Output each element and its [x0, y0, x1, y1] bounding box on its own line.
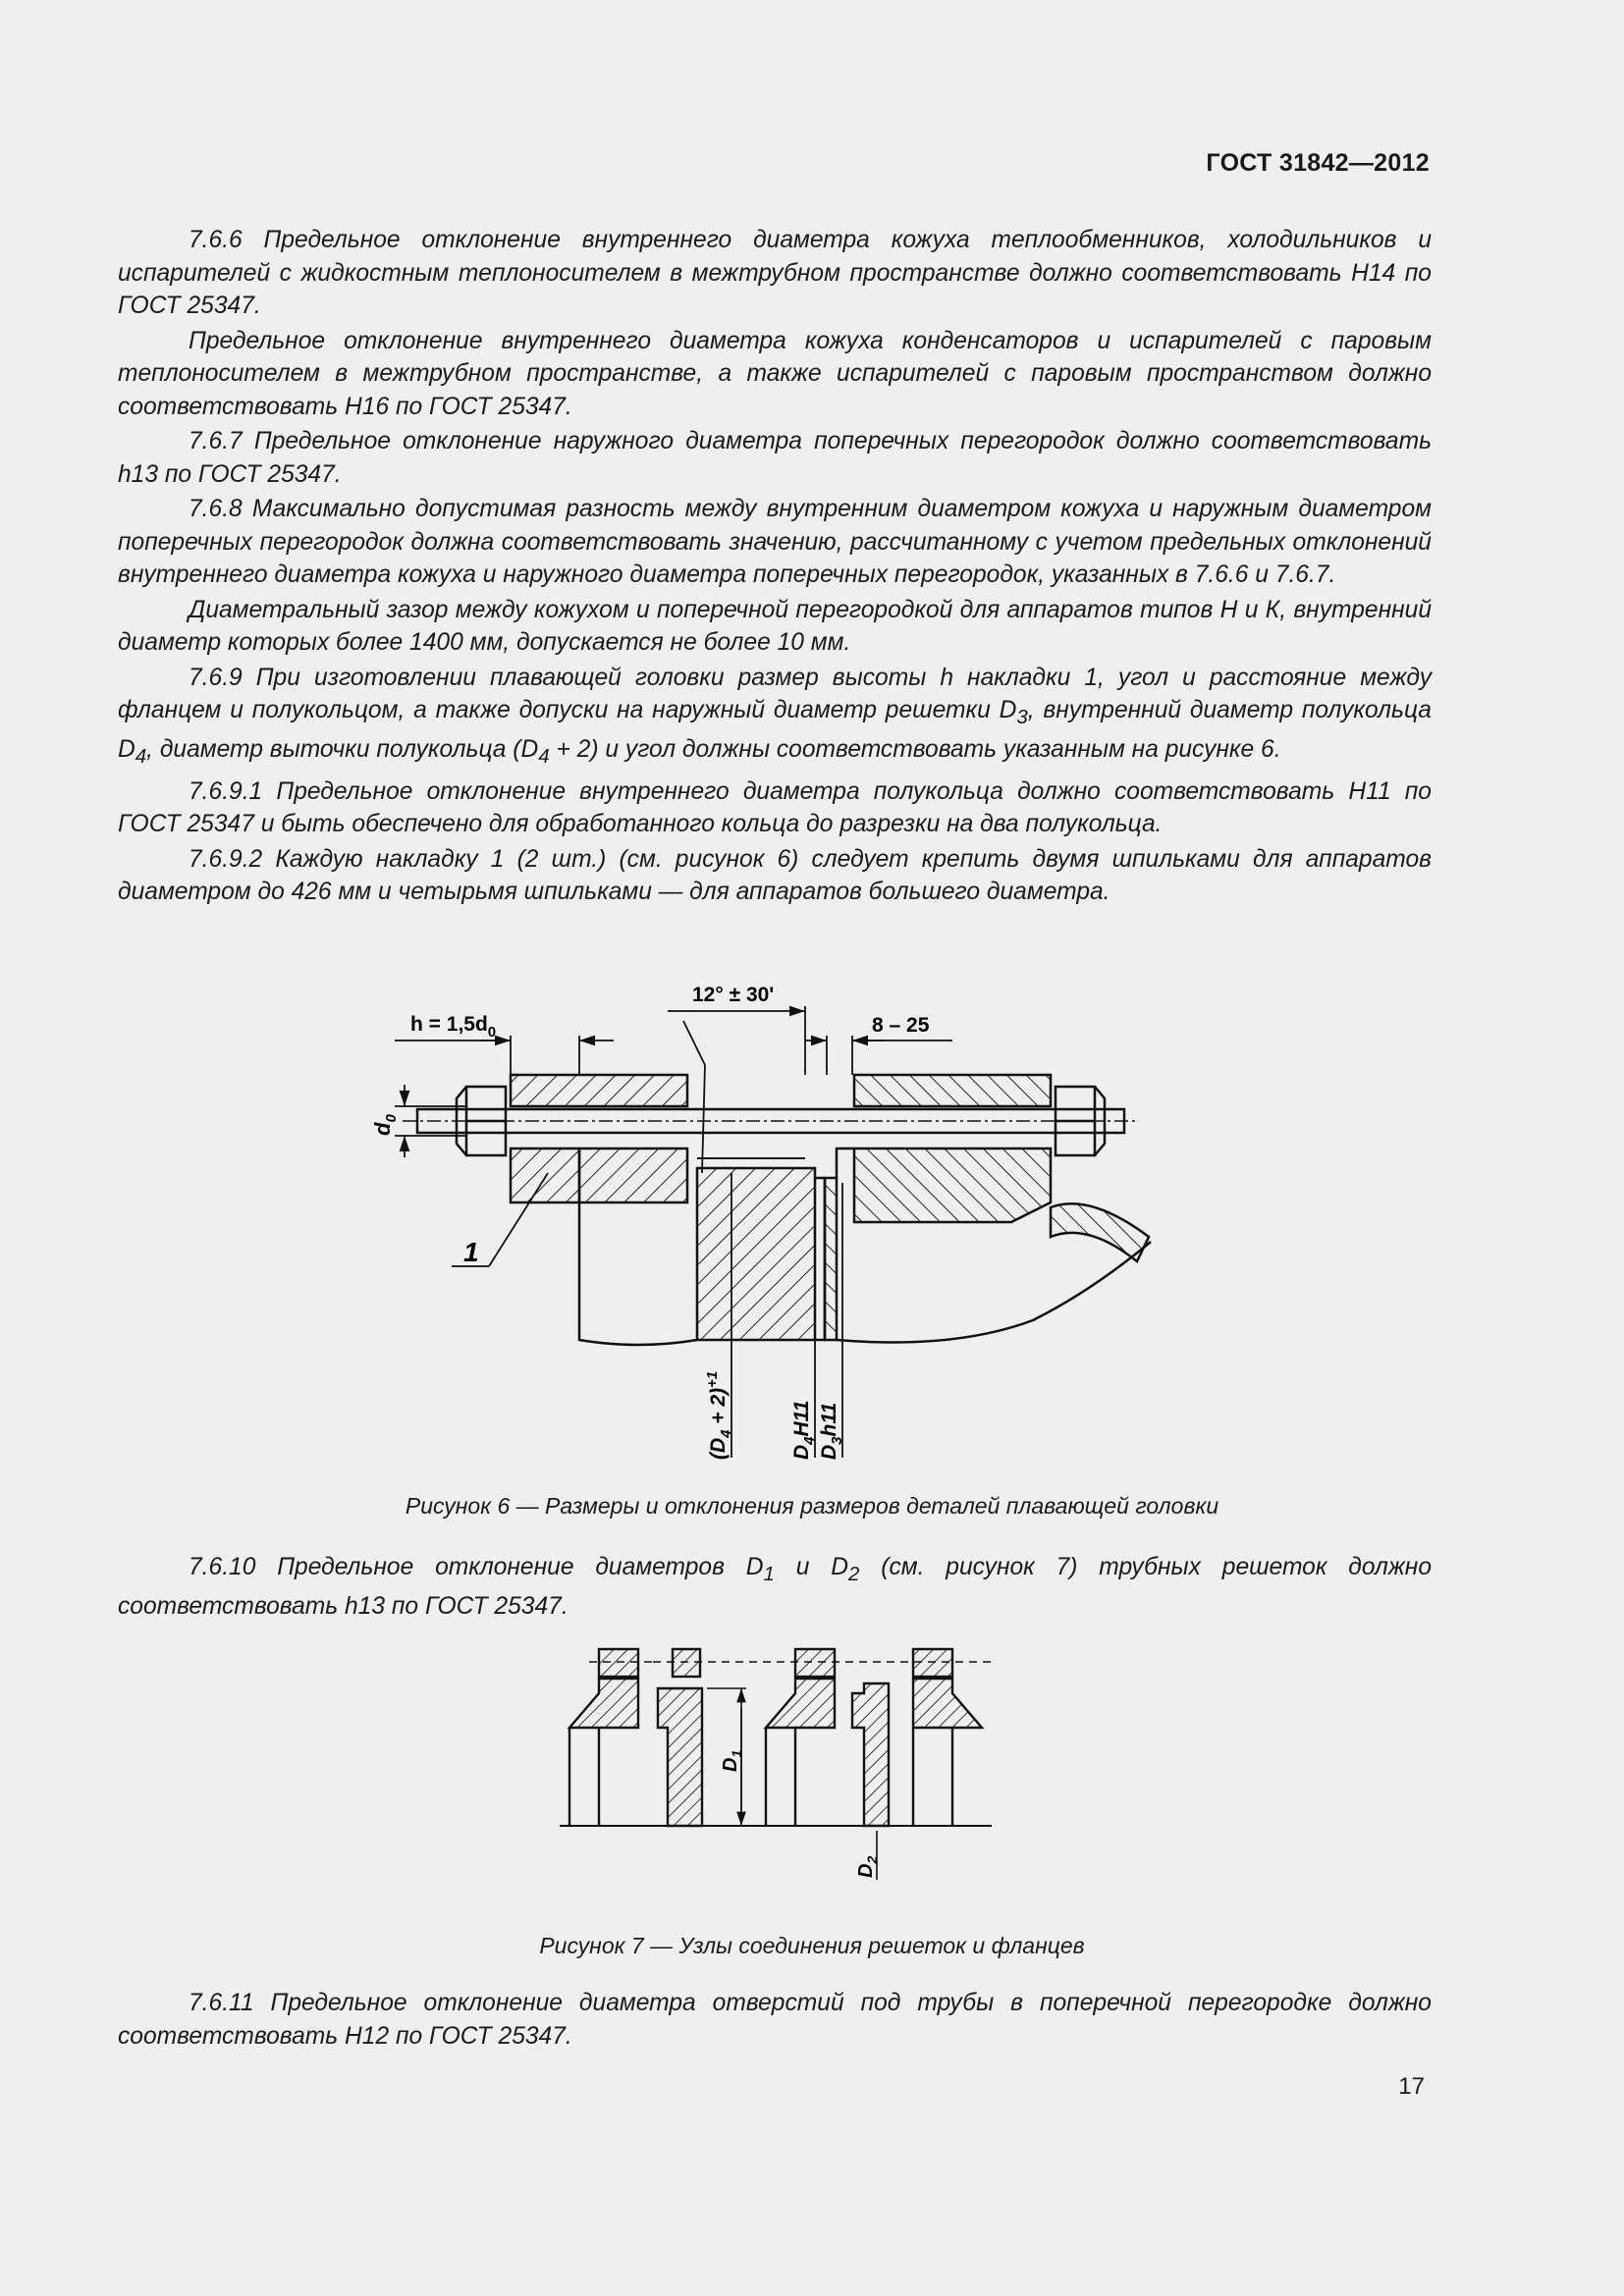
paragraph-7-6-8-b: Диаметральный зазор между кожухом и поперечной перегородкой для аппаратов типов Н и К, внутренний диаметр которых более 1400 мм, допускается не более 10 мм. [118, 596, 1432, 656]
figure-7-caption: Рисунок 7 — Узлы соединения решеток и фланцев [539, 1933, 1085, 1958]
figure-6-caption: Рисунок 6 — Размеры и отклонения размеров деталей плавающей головки [405, 1493, 1219, 1519]
dim-d4-h11-label: $D_4H11$ [790, 1400, 818, 1460]
angle-label: 12° ± 30' [692, 984, 775, 1006]
document-header: ГОСТ 31842—2012 [1206, 149, 1430, 177]
paragraph-7-6-8: 7.6.8 Максимально допустимая разность между внутренним диаметром кожуха и наружным диаметром поперечных перегородок должна соответствовать значению, рассчитанному с учетом предельных отклонений внутреннего диаметра кожуха и наружного диаметра поперечных перегородок, указанных в 7.6.6 и 7.6.7. [118, 496, 1432, 588]
d1-dimension-label: $D_1$ [720, 1749, 744, 1772]
figure-6-drawing [370, 967, 1139, 1468]
paragraph-7-6-7: 7.6.7 Предельное отклонение наружного диаметра поперечных перегородок должно соответствовать h13 по ГОСТ 25347. [118, 428, 1432, 488]
text-block-3 [118, 1987, 1432, 2053]
dim-d4-plus-2-label: $(D_4 + 2)^{+1}$ [704, 1370, 734, 1460]
paragraph-7-6-11: 7.6.11 Предельное отклонение диаметра отверстий под трубы в поперечной перегородке должно соответствовать H12 по ГОСТ 25347. [118, 1990, 1432, 2050]
paragraph-7-6-9: 7.6.9 При изготовлении плавающей головки размер высоты h накладки 1, угол и расстояние между фланцем и полукольцом, а также допуски на наружный диаметр решетки $D_3$, внутренний диаметр полукольца $D_4$, диаметр выточки полукольца $(D_4 + 2)$ и угол должны соответствовать указанным на рисунке 6. [118, 664, 1432, 769]
item-1-label: 1 [463, 1237, 479, 1267]
d2-dimension-label: $D_2$ [855, 1855, 880, 1878]
paragraph-7-6-6-b: Предельное отклонение внутреннего диаметра кожуха конденсаторов и испарителей с паровым теплоносителем в межтрубном пространстве, а также испарителей с паровым пространством должно соответствовать H16 по ГОСТ 25347. [118, 327, 1432, 420]
paragraph-7-6-9-2: 7.6.9.2 Каждую накладку 1 (2 шт.) (см. рисунок 6) следует крепить двумя шпильками для аппаратов диаметром до 426 мм и четырьмя шпильками — для аппаратов большего диаметра. [118, 845, 1432, 906]
h-dimension-label: $h = 1,5d_0$ [410, 1013, 497, 1041]
page-number: 17 [1398, 2073, 1425, 2100]
text-block-1 [118, 224, 1432, 909]
text-block-2 [118, 1551, 1432, 1624]
figure-7-drawing [545, 1634, 997, 1904]
gap-label: 8 – 25 [872, 1014, 930, 1037]
paragraph-7-6-10: 7.6.10 Предельное отклонение диаметров $D_1$ и $D_2$ (см. рисунок 7) трубных решеток должно соответствовать h13 по ГОСТ 25347. [118, 1554, 1433, 1621]
dim-d3-h11-label: $D_3h11$ [818, 1402, 845, 1460]
paragraph-7-6-6: 7.6.6 Предельное отклонение внутреннего диаметра кожуха теплообменников, холодильников и испарителей с жидкостным теплоносителем в межтрубном пространстве должно соответствовать H14 по ГОСТ 25347. [118, 227, 1432, 319]
paragraph-7-6-9-1: 7.6.9.1 Предельное отклонение внутреннего диаметра полукольца должно соответствовать H11 по ГОСТ 25347 и быть обеспечено для обработанного кольца до разрезки на два полукольца. [118, 777, 1432, 838]
d0-label: $d_0$ [370, 1114, 400, 1136]
